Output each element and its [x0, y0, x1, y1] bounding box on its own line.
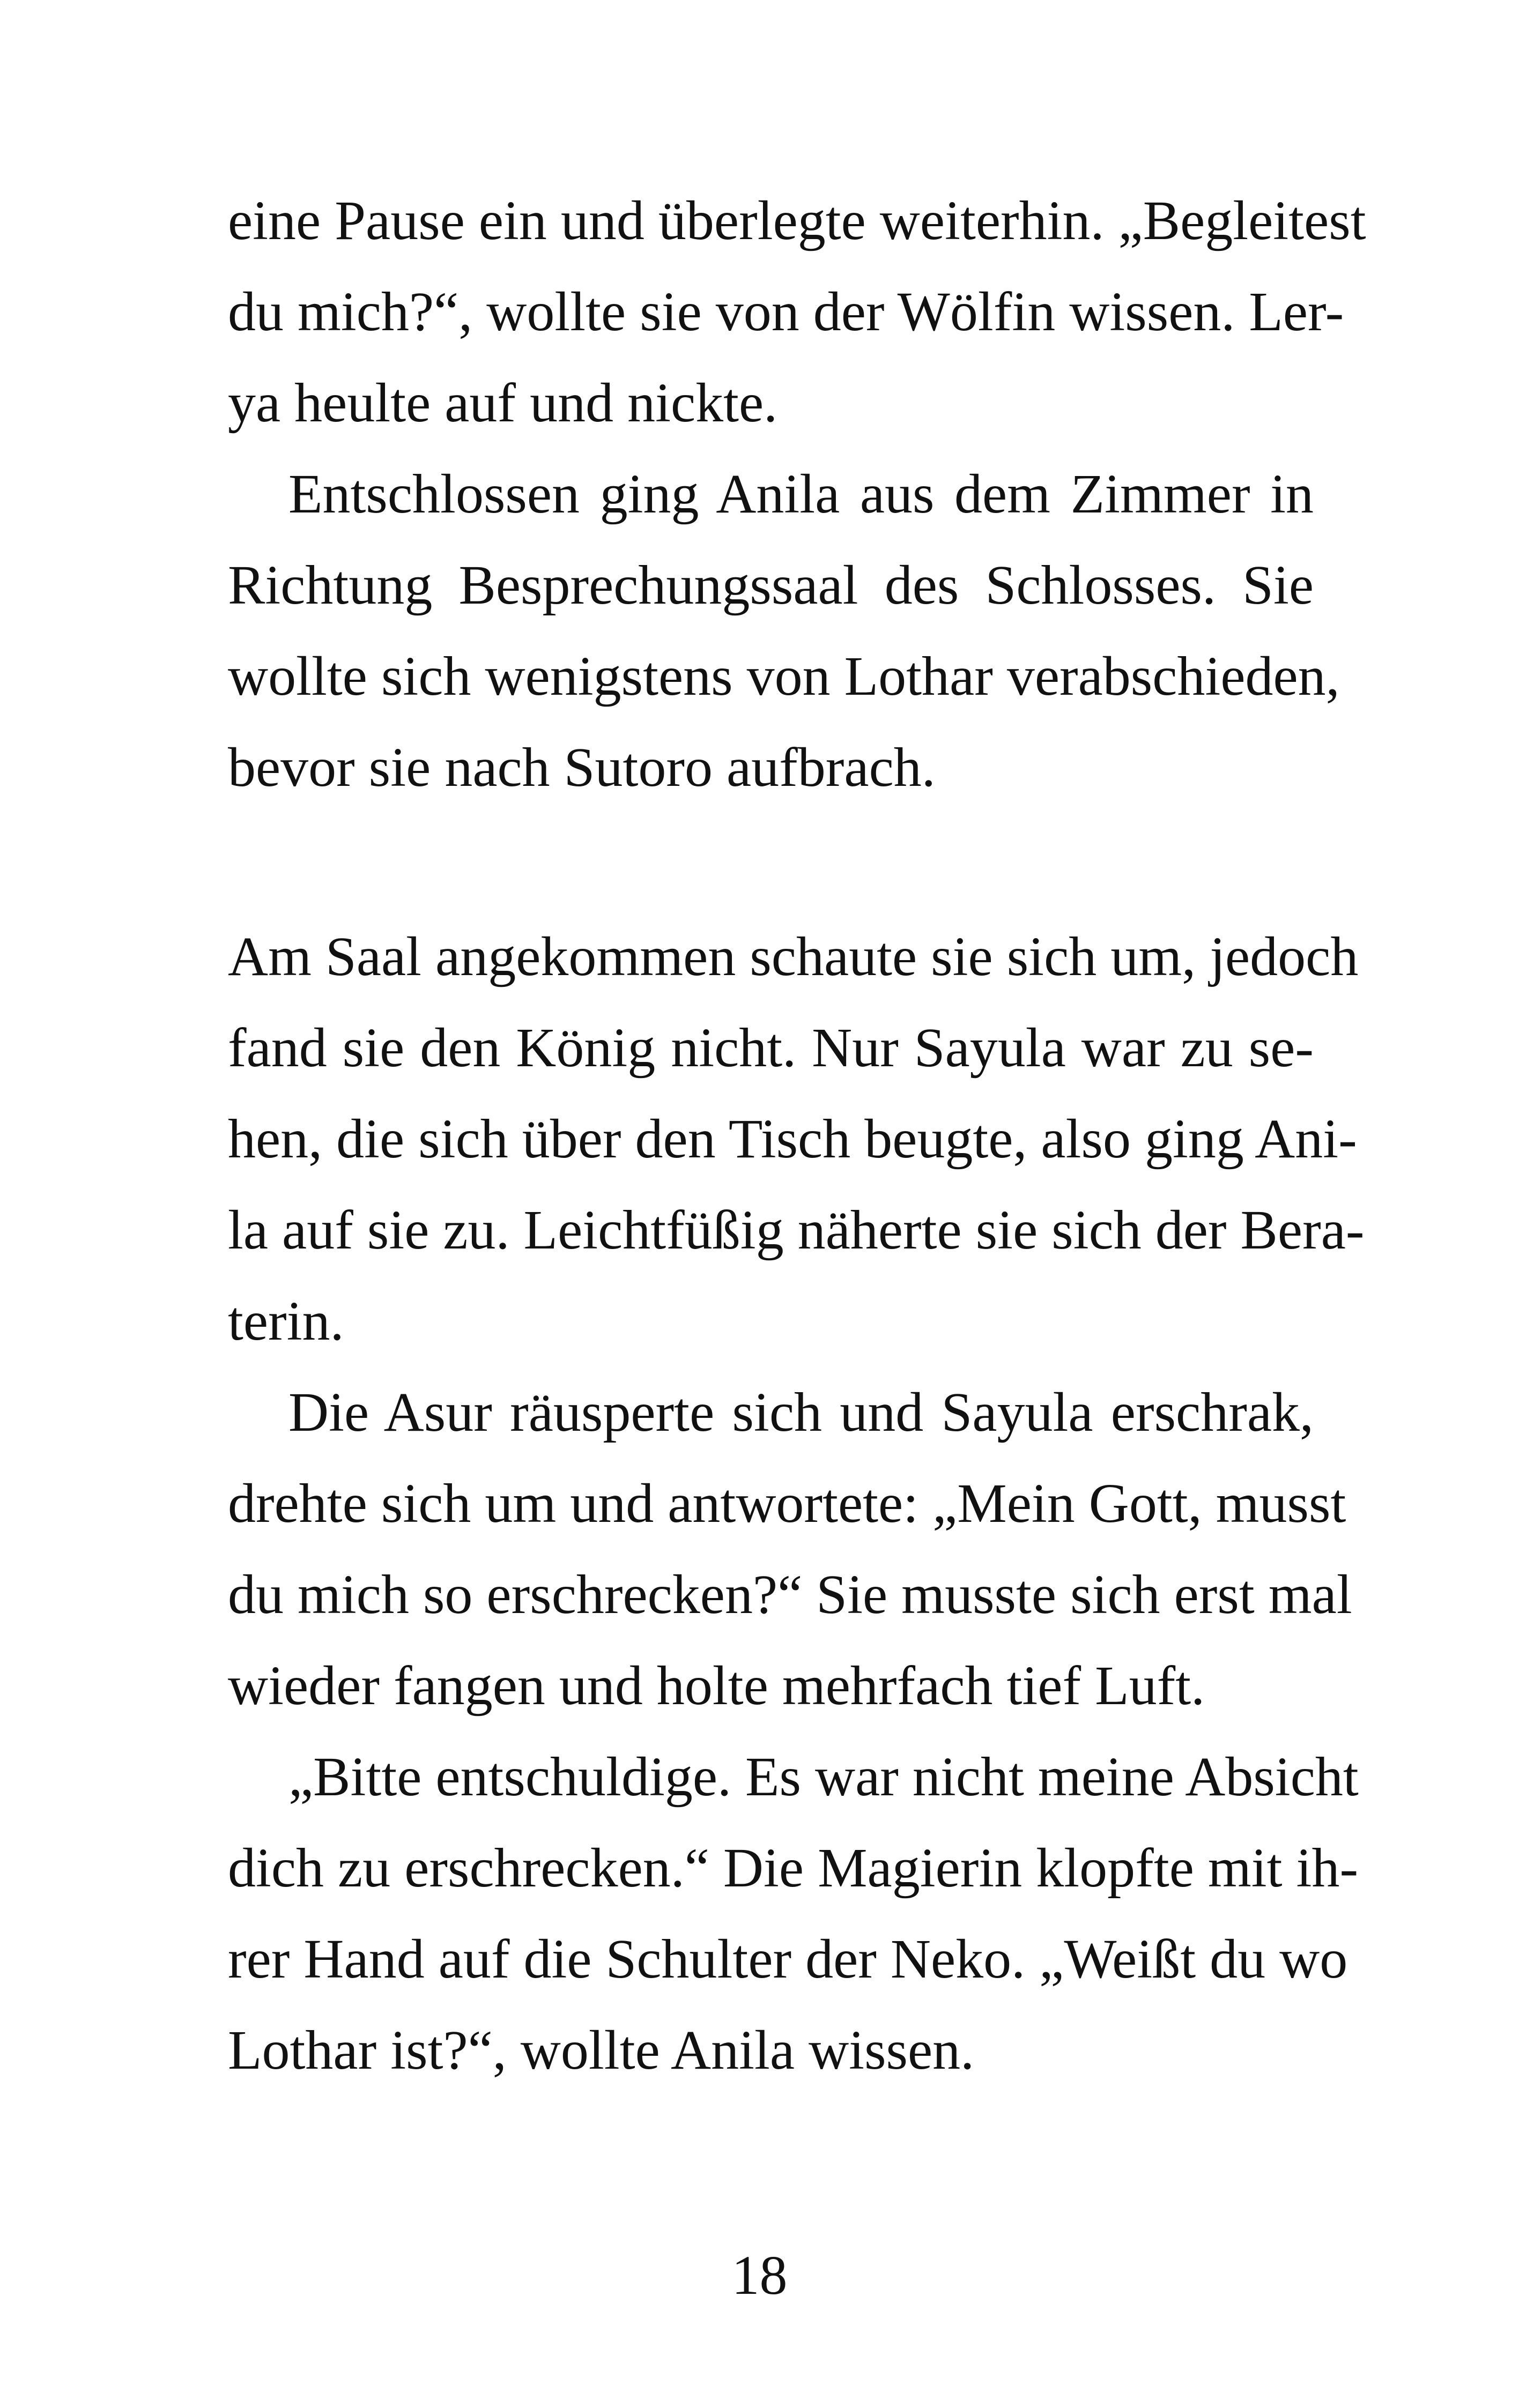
page-number: 18	[731, 2245, 788, 2306]
text-section-2	[228, 911, 1365, 2096]
text-line: eine Pause ein und überlegte weiterhin. „Begleitest	[228, 190, 1366, 251]
text-line: wieder fangen und holte mehrfach tief Luft.	[228, 1655, 1205, 1716]
text-line: dich zu erschrecken.“ Die Magierin klopfte mit ih-	[228, 1837, 1359, 1899]
text-line: ya heulte auf und nickte.	[228, 372, 778, 434]
text-line: Am Saal angekommen schaute sie sich um, jedoch	[228, 926, 1359, 987]
text-line: du mich so erschrecken?“ Sie musste sich erst mal	[228, 1564, 1352, 1625]
text-line: Richtung Besprechungssaal des Schlosses. Sie	[228, 554, 1314, 616]
text-section-1	[228, 175, 1366, 813]
text-line: la auf sie zu. Leichtfüßig näherte sie sich der Bera-	[228, 1199, 1365, 1261]
text-line: hen, die sich über den Tisch beugte, also ging Ani-	[228, 1108, 1357, 1170]
text-line: rer Hand auf die Schulter der Neko. „Weißt du wo	[228, 1928, 1348, 1990]
text-line: Die Asur räusperte sich und Sayula erschrak,	[288, 1381, 1314, 1443]
text-line: „Bitte entschuldige. Es war nicht meine Absicht	[288, 1746, 1359, 1808]
text-line: Lothar ist?“, wollte Anila wissen.	[228, 2019, 975, 2081]
text-line: bevor sie nach Sutoro aufbrach.	[228, 737, 936, 798]
text-line: terin.	[228, 1290, 344, 1352]
text-line: du mich?“, wollte sie von der Wölfin wissen. Ler-	[228, 281, 1344, 343]
text-line: Entschlossen ging Anila aus dem Zimmer in	[288, 463, 1314, 525]
text-line: drehte sich um und antwortete: „Mein Gott, musst	[228, 1473, 1346, 1534]
text-line: wollte sich wenigstens von Lothar verabschieden,	[228, 645, 1340, 707]
text-line: fand sie den König nicht. Nur Sayula war zu se-	[228, 1017, 1314, 1079]
